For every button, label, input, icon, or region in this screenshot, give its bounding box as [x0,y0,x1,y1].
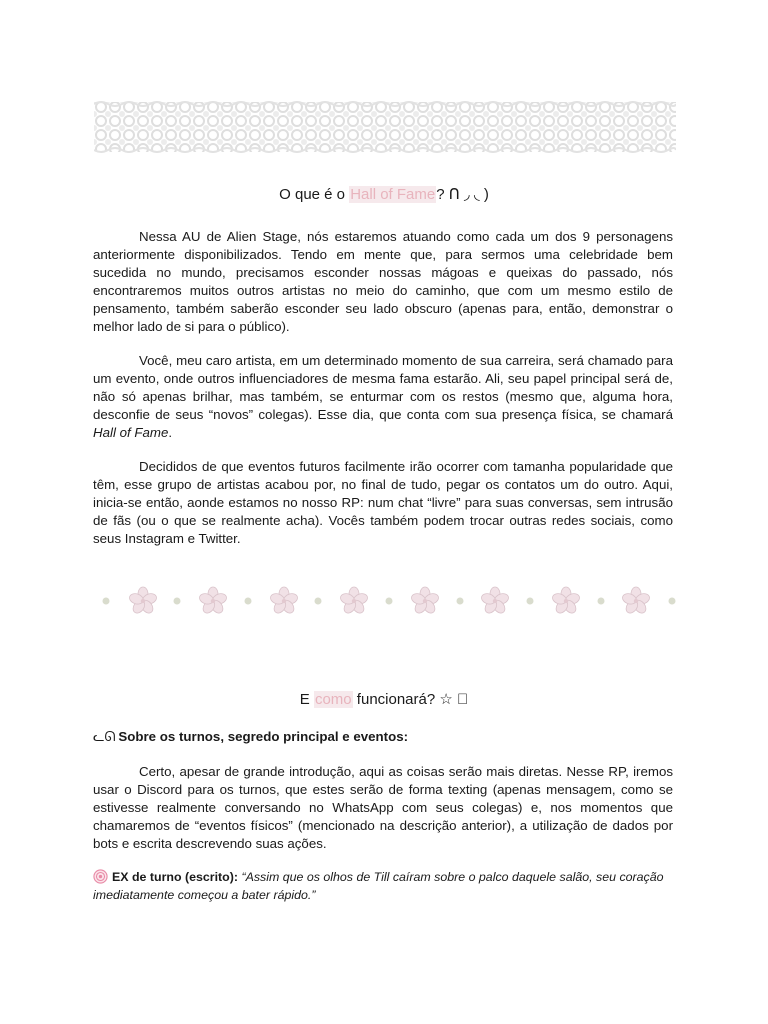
dot-icon [457,598,464,605]
cat-symbol: ᓚᘏ [93,729,116,744]
title-highlight: como [314,691,352,708]
title-suffix: funcionará? ☆ ⃞ [352,691,469,708]
sakura-flower-icon [410,587,440,615]
paragraph-text: Certo, apesar de grande introdução, aqui as coisas serão mais diretas. Nesse RP, iremos usar o Discord para os turnos, que estes serão de forma texting (apenas mensagem, como se estivesse realmente conversando no WhatsApp com seus colegas) e, nos momentos que chamaremos de “eventos físicos” (mencionado na descrição anterior), a utilização de dados por bots e escrita descrevendo suas ações. [93,764,673,851]
paragraph-discord [93,763,673,853]
dot-icon [174,598,181,605]
dot-icon [103,598,110,605]
paragraph-artist [93,352,673,442]
title-suffix: ? ᑎ ◞ ◟ ) [436,186,489,203]
section-title-como-funcionara [0,690,768,708]
paragraph-text: Nessa AU de Alien Stage, nós estaremos atuando como cada um dos 9 personagens anteriormente disponibilizados. Tendo em mente que, para sermos uma celebridade bem sucedida no mundo, precisamos esconder nossas mágoas e queixas do passado, nós encontraremos muitos outros artistas no meio do caminho, que com um mesmo estilo de pensamento, também saberão esconder seu lado obscuro (apenas para, então, demonstrar o melhor lado de si para o público). [93,229,673,334]
dot-icon [315,598,322,605]
paragraph-end: . [168,424,173,440]
dot-icon [386,598,393,605]
sakura-flower-icon [551,587,581,615]
dot-icon [527,598,534,605]
dot-icon [245,598,252,605]
subheading-turnos [93,729,408,745]
paragraph-text: Você, meu caro artista, em um determinado momento de sua carreira, será chamado para um evento, onde outros influenciadores de mesma fama estarão. Ali, seu papel principal será de, não só apenas brilhar, mas também, se enturmar com os restos (mesmo que, alguma hora, desconfie de seus “novos” colegas). Esse dia, que conta com sua presença física, se chamará [93,353,673,422]
sakura-flower-icon [339,587,369,615]
example-label: EX de turno (escrito): [112,870,238,884]
sakura-flower-icon [269,587,299,615]
flower-divider [94,584,684,618]
spiral-icon [93,869,108,884]
title-highlight: Hall of Fame [350,186,436,203]
dot-icon [669,598,676,605]
dot-icon [598,598,605,605]
paragraph-intro [93,228,673,335]
subheading-text: Sobre os turnos, segredo principal e eventos: [118,729,409,744]
italic-hall-of-fame: Hall of Fame [93,424,169,440]
title-text: E [299,691,314,708]
example-quote: “Assim que os olhos de Till caíram sobre o palco daquele salão, seu coração imediatamente começou a bater rápido.” [93,870,664,902]
paragraph-text: Decididos de que eventos futuros facilmente irão ocorrer com tamanha popularidade que têm, esse grupo de artistas acabou por, no final de tudo, pegar os contatos um do outro. Aqui, inicia-se então, aonde estamos no nosso RP: num chat “livre” para suas conversas, sem intrusão de fãs (ou o que se realmente acha). Vocês também podem trocar outras redes sociais, como seus Instagram e Twitter. [93,459,673,546]
section-title-hall-of-fame [0,185,768,203]
sakura-flower-icon [621,587,651,615]
lace-border-icon [94,100,676,154]
sakura-flower-icon [480,587,510,615]
sakura-flower-icon [128,587,158,615]
title-text: O que é o [279,186,350,203]
paragraph-contacts [93,458,673,548]
example-turn [93,869,673,904]
sakura-flower-icon [198,587,228,615]
